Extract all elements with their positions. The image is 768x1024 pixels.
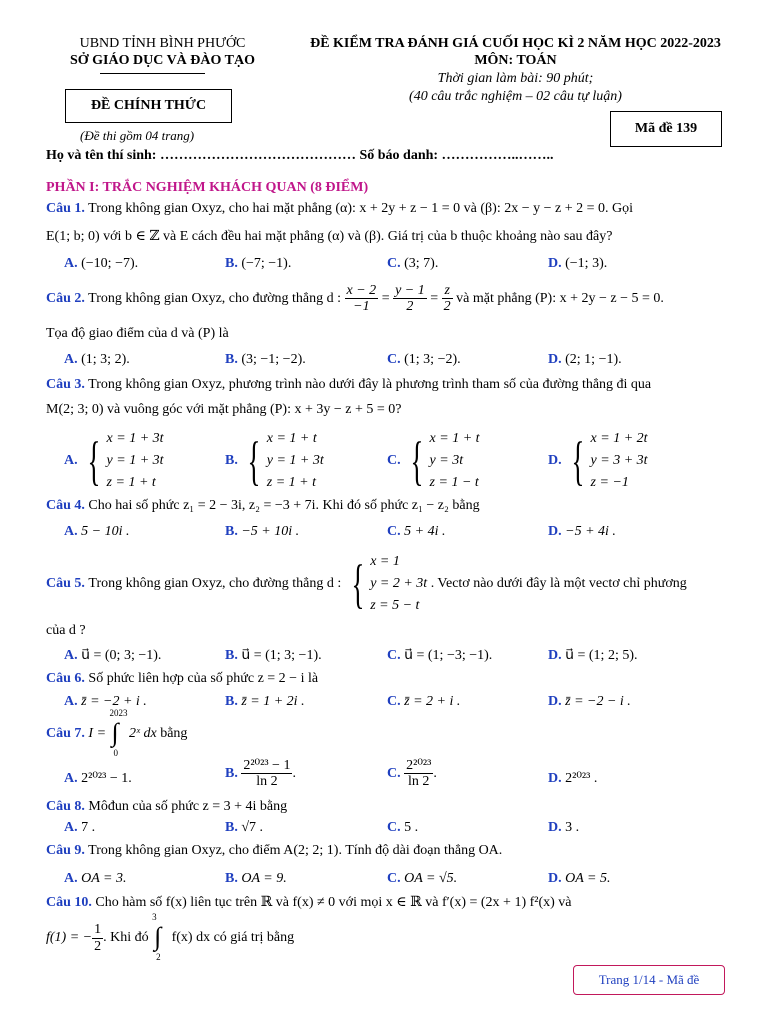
question-7: Câu 7. I = 2023 ∫ 0 2ˣ dx bằng xyxy=(46,708,188,758)
fraction: $\frac{y - 1}{2}$ xyxy=(395,283,425,315)
question-4: Câu 4. Cho hai số phức z₁ = 2 − 3i, z₂ = −3 + 7i. Khi đó số phức z₁ − z₂ bằng xyxy=(46,498,480,513)
answer-d[interactable]: D. (2; 1; −1). xyxy=(548,352,622,367)
answer-d[interactable]: D. OA = 5. xyxy=(548,871,611,886)
answer-d[interactable]: D. 2²⁰²³ . xyxy=(548,771,598,786)
question-2: Câu 2. Trong không gian Oxyz, cho đường thẳng d : $\frac{x - 2}{-1}$ = $\frac{y - 1}{2}$ = $\frac{z}{2}$ và mặt phẳng (P): x + 2y − z − 5 = 0. xyxy=(46,283,664,315)
answer-a[interactable]: A. 7 . xyxy=(64,820,96,835)
integral-sign: 2023 ∫ 0 xyxy=(109,708,128,758)
answer-c[interactable]: C. OA = √5. xyxy=(387,871,458,886)
student-info-line: Họ và tên thí sinh: …………………………………… Số báo danh: ……………..…….. xyxy=(46,148,554,163)
answer-d[interactable]: D. (−1; 3). xyxy=(548,256,608,271)
org-line2: SỞ GIÁO DỤC VÀ ĐÀO TẠO xyxy=(69,53,255,68)
answer-d[interactable]: D. z̄ = −2 − i . xyxy=(548,694,631,709)
answer-c[interactable]: C. 5 + 4i . xyxy=(387,524,446,539)
answer-d[interactable]: D. u⃗ = (1; 2; 5). xyxy=(548,648,638,663)
answer-c[interactable]: C. z̄ = 2 + i . xyxy=(387,694,461,709)
page-footer: Trang 1/14 - Mã đề xyxy=(573,965,725,995)
exam-structure: (40 câu trắc nghiệm – 02 câu tự luận) xyxy=(409,89,622,104)
question-8: Câu 8. Môđun của số phức z = 3 + 4i bằng xyxy=(46,799,288,814)
question-6: Câu 6. Số phức liên hợp của số phức z = 2 − i là xyxy=(46,671,319,686)
question-10-line2: f(1) = − $\frac{1}{2}$ . Khi đó 3 ∫ 2 f(x) dx có giá trị bằng xyxy=(46,912,295,962)
question-1-line2: E(1; b; 0) với b ∈ ℤ và E cách đều hai mặt phẳng (α) và (β). Giá trị của b thuộc khoảng nào sau đây? xyxy=(46,229,613,244)
question-3: Câu 3. Trong không gian Oxyz, phương trình nào dưới đây là phương trình tham số của đường thẳng đi qua xyxy=(46,377,652,392)
answer-c[interactable]: C. u⃗ = (1; −3; −1). xyxy=(387,648,493,663)
question-2-line2: Tọa độ giao điểm của d và (P) là xyxy=(46,326,229,341)
question-5: Câu 5. Trong không gian Oxyz, cho đường thẳng d : { x = 1 y = 2 + 3t z = 5 − t . Vectơ nào dưới đây là một vectơ chỉ phương xyxy=(46,554,687,614)
section-title: PHẦN I: TRẮC NGHIỆM KHÁCH QUAN (8 ĐIỂM) xyxy=(46,180,369,195)
exam-title: ĐỀ KIỂM TRA ĐÁNH GIÁ CUỐI HỌC KÌ 2 NĂM HỌC 2022-2023 xyxy=(310,36,721,51)
question-label: Câu 1. xyxy=(46,201,85,216)
answer-b[interactable]: B. $\frac{\text{2²⁰²³ − 1}}{\ln 2}$ . xyxy=(225,758,296,790)
answer-d[interactable]: D. 3 . xyxy=(548,820,580,835)
answer-b[interactable]: B. { x = 1 + t y = 1 + 3t z = 1 + t xyxy=(225,431,324,491)
question-9: Câu 9. Trong không gian Oxyz, cho điểm A(2; 2; 1). Tính độ dài đoạn thẳng OA. xyxy=(46,843,503,858)
pages-note: (Đề thi gồm 04 trang) xyxy=(80,128,195,143)
answer-c[interactable]: C. $\frac{\text{2²⁰²³}}{\ln 2}$ . xyxy=(387,758,437,790)
question-text: Trong không gian Oxyz, cho hai mặt phẳng (α): x + 2y + z − 1 = 0 và (β): 2x − y − z + 2 = 0. Gọi xyxy=(88,201,634,216)
integral-sign: 3 ∫ 2 xyxy=(152,912,162,962)
exam-time: Thời gian làm bài: 90 phút; xyxy=(437,71,594,86)
fraction: $\frac{x - 2}{-1}$ xyxy=(346,283,377,315)
answer-b[interactable]: B. √7 . xyxy=(225,820,264,835)
fraction: $\frac{1}{2}$ xyxy=(94,922,102,954)
answer-c[interactable]: C. { x = 1 + t y = 3t z = 1 − t xyxy=(387,431,480,491)
answer-a[interactable]: A. u⃗ = (0; 3; −1). xyxy=(64,648,162,663)
fraction: $\frac{z}{2}$ xyxy=(443,283,451,315)
answer-a[interactable]: A. 5 − 10i . xyxy=(64,524,130,539)
answer-b[interactable]: B. (3; −1; −2). xyxy=(225,352,306,367)
answer-a[interactable]: A. OA = 3. xyxy=(64,871,127,886)
answer-a[interactable]: A. z̄ = −2 + i . xyxy=(64,694,147,709)
answer-b[interactable]: B. (−7; −1). xyxy=(225,256,292,271)
answer-b[interactable]: B. u⃗ = (1; 3; −1). xyxy=(225,648,322,663)
answer-d[interactable]: D. −5 + 4i . xyxy=(548,524,616,539)
answer-d[interactable]: D. { x = 1 + 2t y = 3 + 3t z = −1 xyxy=(548,431,648,491)
question-5-line2: của d ? xyxy=(46,623,86,638)
fraction: $\frac{\text{2²⁰²³}}{\ln 2}$ xyxy=(406,758,432,790)
answer-c[interactable]: C. (3; 7). xyxy=(387,256,439,271)
exam-code-box: Mã đề 139 xyxy=(610,111,722,147)
answer-c[interactable]: C. (1; 3; −2). xyxy=(387,352,461,367)
question-1 xyxy=(46,201,633,217)
fraction: $\frac{\text{2²⁰²³ − 1}}{\ln 2}$ xyxy=(243,758,291,790)
answer-a[interactable]: A. { x = 1 + 3t y = 1 + 3t z = 1 + t xyxy=(64,431,164,491)
answer-a[interactable]: A. (1; 3; 2). xyxy=(64,352,130,367)
answer-b[interactable]: B. −5 + 10i . xyxy=(225,524,300,539)
answer-c[interactable]: C. 5 . xyxy=(387,820,419,835)
org-line1: UBND TỈNH BÌNH PHƯỚC xyxy=(79,36,246,51)
subject: MÔN: TOÁN xyxy=(474,53,557,68)
answer-a[interactable]: A. (−10; −7). xyxy=(64,256,139,271)
answer-b[interactable]: B. OA = 9. xyxy=(225,871,287,886)
official-box: ĐỀ CHÍNH THỨC xyxy=(65,89,232,123)
question-10: Câu 10. Cho hàm số f(x) liên tục trên ℝ và f(x) ≠ 0 với mọi x ∈ ℝ và f′(x) = (2x + 1) f²(x) và xyxy=(46,895,572,910)
question-3-line2: M(2; 3; 0) và vuông góc với mặt phẳng (P): x + 3y − z + 5 = 0? xyxy=(46,402,402,417)
answer-a[interactable]: A. 2²⁰²³ − 1. xyxy=(64,771,132,786)
header-divider xyxy=(100,73,205,74)
answer-b[interactable]: B. z̄ = 1 + 2i . xyxy=(225,694,305,709)
